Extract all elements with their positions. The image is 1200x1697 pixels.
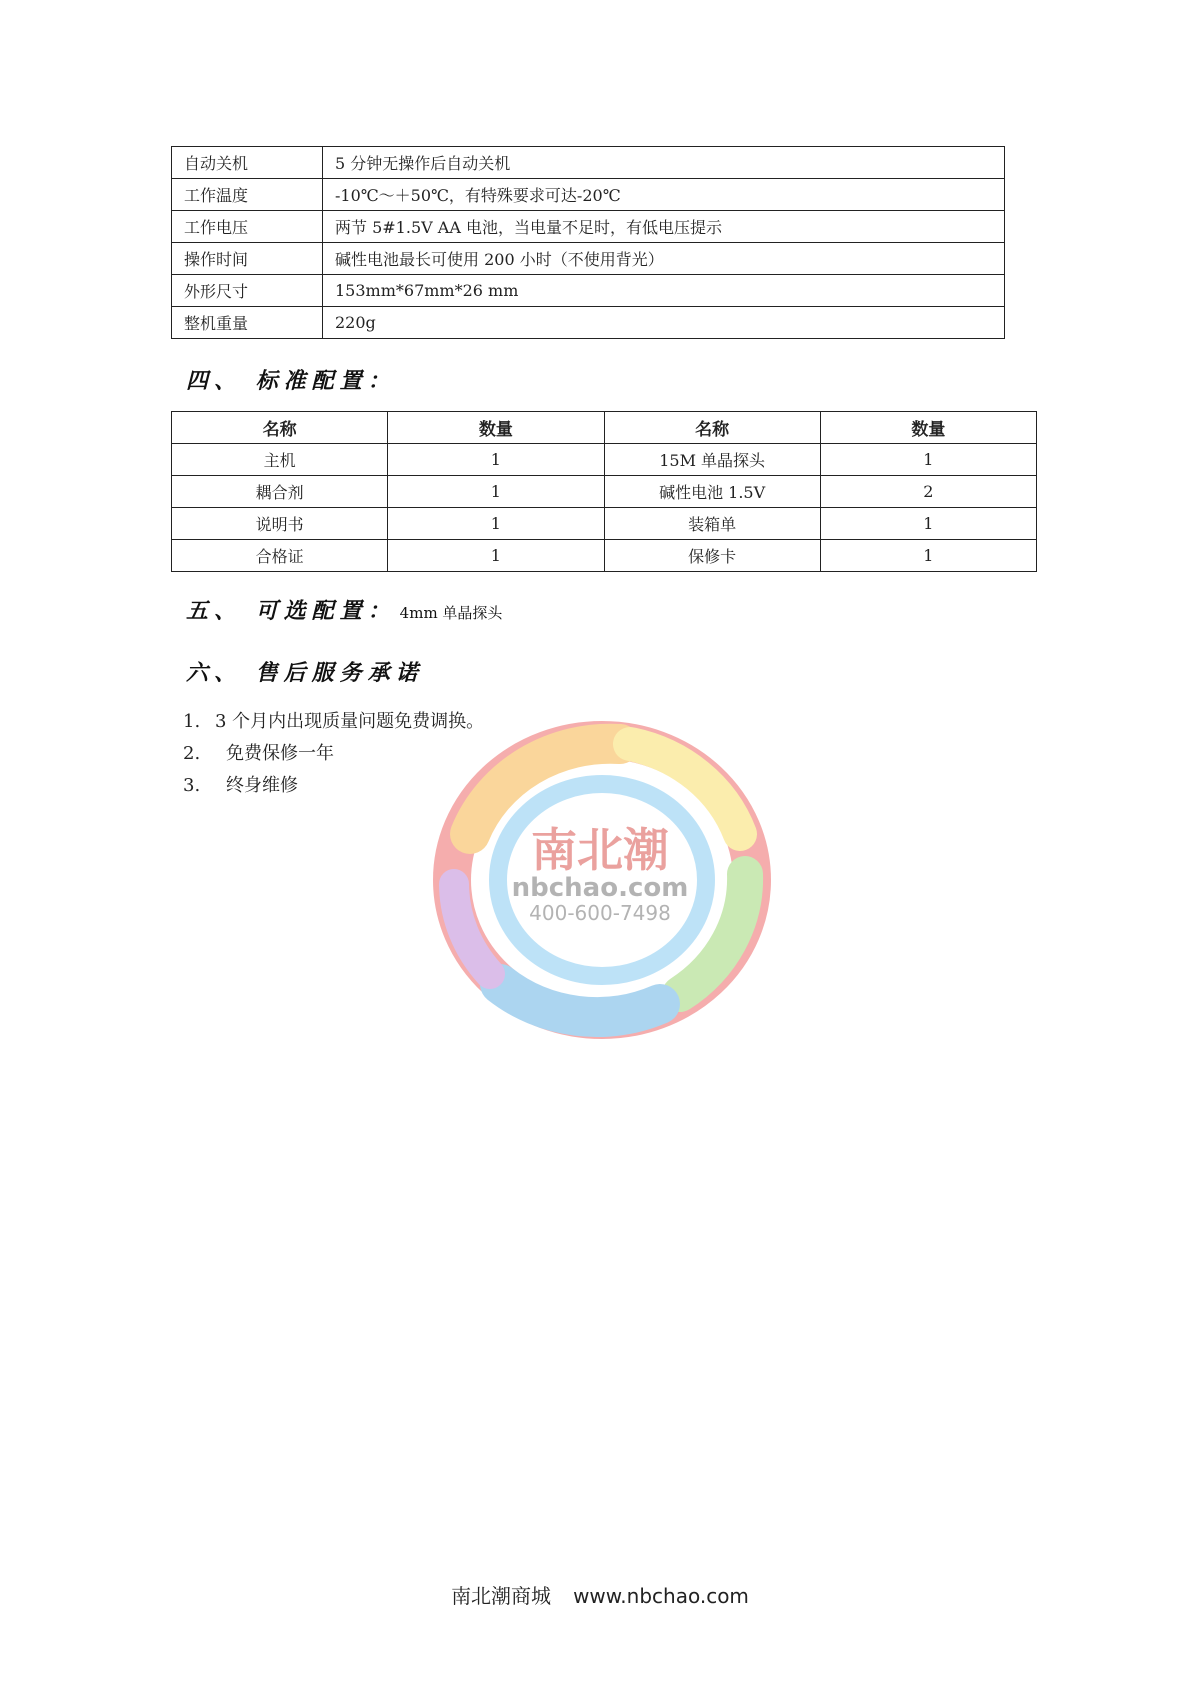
table-cell: 1 [388, 508, 604, 540]
list-number: 3. [183, 775, 201, 796]
table-cell: 主机 [172, 444, 388, 476]
page-footer [0, 1580, 1200, 1609]
table-row [172, 476, 1037, 508]
watermark-brand: 南北潮 [531, 823, 669, 877]
table-row [172, 444, 1037, 476]
section-heading-after-sales: 六、 售后服务承诺 [186, 661, 424, 686]
list-number: 2. [183, 743, 201, 764]
spec-value: 220g [323, 307, 1005, 339]
optional-config-value: 4mm 单晶探头 [399, 604, 503, 622]
table-row [172, 307, 1005, 339]
footer-shop-name: 南北潮商城 [451, 1584, 552, 1608]
watermark-domain: nbchao.com [511, 873, 689, 903]
section-title: 五、 可选配置： [186, 599, 396, 624]
list-number: 1. [183, 711, 201, 732]
list-item [183, 706, 484, 738]
standard-config-table [171, 411, 1037, 572]
column-header: 名称 [172, 412, 388, 444]
spec-value: -10℃～＋50℃，有特殊要求可达-20℃ [323, 179, 1005, 211]
spec-label: 工作电压 [172, 211, 323, 243]
spec-value: 153mm*67mm*26 mm [323, 275, 1005, 307]
spec-table [171, 146, 1005, 339]
table-cell: 碱性电池 1.5V [604, 476, 820, 508]
table-cell: 1 [388, 444, 604, 476]
table-row [172, 211, 1005, 243]
spec-label: 工作温度 [172, 179, 323, 211]
table-cell: 1 [820, 444, 1036, 476]
table-cell: 1 [388, 476, 604, 508]
table-row [172, 147, 1005, 179]
list-item [183, 738, 484, 770]
table-cell: 耦合剂 [172, 476, 388, 508]
after-sales-list [183, 706, 484, 802]
list-text: 3 个月内出现质量问题免费调换。 [215, 711, 485, 732]
spec-label: 整机重量 [172, 307, 323, 339]
column-header: 数量 [388, 412, 604, 444]
column-header: 名称 [604, 412, 820, 444]
spec-value: 碱性电池最长可使用 200 小时（不使用背光） [323, 243, 1005, 275]
table-row [172, 540, 1037, 572]
table-cell: 保修卡 [604, 540, 820, 572]
table-cell: 合格证 [172, 540, 388, 572]
table-cell: 1 [820, 540, 1036, 572]
spec-label: 外形尺寸 [172, 275, 323, 307]
table-header-row [172, 412, 1037, 444]
table-row [172, 243, 1005, 275]
spec-label: 操作时间 [172, 243, 323, 275]
table-cell: 1 [820, 508, 1036, 540]
table-row [172, 275, 1005, 307]
table-cell: 15M 单晶探头 [604, 444, 820, 476]
table-cell: 1 [388, 540, 604, 572]
section-heading-optional-config [186, 594, 502, 625]
list-item [183, 770, 484, 802]
list-text: 免费保修一年 [226, 743, 334, 764]
list-text: 终身维修 [226, 775, 298, 796]
footer-url-link[interactable]: www.nbchao.com [573, 1584, 749, 1608]
table-cell: 说明书 [172, 508, 388, 540]
column-header: 数量 [820, 412, 1036, 444]
spec-value: 两节 5#1.5V AA 电池，当电量不足时，有低电压提示 [323, 211, 1005, 243]
spec-label: 自动关机 [172, 147, 323, 179]
watermark-phone: 400-600-7498 [529, 901, 671, 925]
spec-value: 5 分钟无操作后自动关机 [323, 147, 1005, 179]
table-cell: 装箱单 [604, 508, 820, 540]
table-row [172, 179, 1005, 211]
table-row [172, 508, 1037, 540]
section-heading-standard-config: 四、 标准配置： [186, 369, 396, 394]
table-cell: 2 [820, 476, 1036, 508]
